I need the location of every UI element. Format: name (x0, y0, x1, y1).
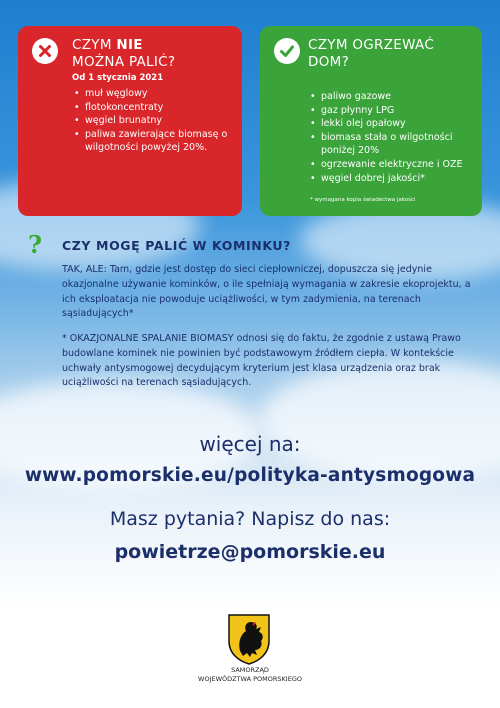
allowed-list (310, 90, 475, 185)
note-text: odnosi się do faktu, że zgodnie z ustawą Prawo budowlane kominek nie powinien być podstawowym źródłem ciepła. W kontekście uchwały antysmogowej decydującym kryterium jest klasa urządzenia oraz brak uciążliwości na terenach sąsiadujących. (62, 333, 461, 389)
list-item: • gaz płynny LPG (310, 104, 475, 118)
x-icon (32, 38, 58, 64)
allowed-fuels-panel (260, 26, 482, 216)
answer-lead: TAK, ALE: (62, 264, 107, 275)
allowed-title-line1: CZYM OGRZEWAĆ (308, 37, 435, 53)
list-item: • węgiel brunatny (74, 114, 234, 128)
list-item: • węgiel dobrej jakości* (310, 172, 475, 186)
note-lead: * OKAZJONALNE SPALANIE BIOMASY (62, 333, 234, 344)
forbidden-date: Od 1 stycznia 2021 (72, 73, 164, 83)
organization-name-line1: SAMORZĄD (231, 666, 269, 674)
list-item: • biomasa stała o wilgotności poniżej 20% (310, 131, 475, 158)
policy-link[interactable]: www.pomorskie.eu/polityka-antysmogowa (24, 465, 476, 486)
answer-text: Tam, gdzie jest dostęp do sieci ciepłowniczej, dopuszcza się jedynie okazjonalne używanie kominków, o ile spełniają wymagania w zakresie ekoprojektu, a ich eksploatacja nie powoduje uciążliwości, w tym zadymienia, na terenach sąsiadujących* (62, 264, 471, 320)
forbidden-list (74, 87, 234, 155)
forbidden-title-prefix: CZYM (72, 37, 112, 53)
list-item: • lekki olej opałowy (310, 117, 475, 131)
organization-name-line2: WOJEWÓDZTWA POMORSKIEGO (198, 675, 302, 683)
list-item: • muł węglowy (74, 87, 234, 101)
list-item: • paliwo gazowe (310, 90, 475, 104)
allowed-footnote: * wymagana kopia świadectwa jakości (310, 197, 416, 203)
griffin-crest-icon (226, 613, 272, 665)
more-info-label: więcej na: (199, 432, 301, 456)
fireplace-note (62, 332, 472, 391)
list-item: • ogrzewanie elektryczne i OZE (310, 158, 475, 172)
allowed-title (308, 37, 434, 71)
list-item: • flotokoncentraty (74, 101, 234, 115)
check-icon (274, 38, 300, 64)
list-item: • paliwa zawierające biomasę o wilgotności powyżej 20%. (74, 128, 234, 155)
allowed-title-line2: DOM? (308, 54, 350, 70)
fireplace-question: CZY MOGĘ PALIĆ W KOMINKU? (62, 238, 291, 253)
contact-question: Masz pytania? Napisz do nas: (109, 508, 391, 530)
forbidden-title-bold: NIE (116, 37, 143, 53)
forbidden-fuels-panel (18, 26, 242, 216)
question-mark-icon: ? (28, 230, 43, 259)
forbidden-title (72, 37, 175, 71)
forbidden-title-line2: MOŻNA PALIĆ? (72, 54, 176, 70)
fireplace-answer (62, 263, 472, 322)
contact-email-link[interactable]: powietrze@pomorskie.eu (114, 541, 386, 563)
